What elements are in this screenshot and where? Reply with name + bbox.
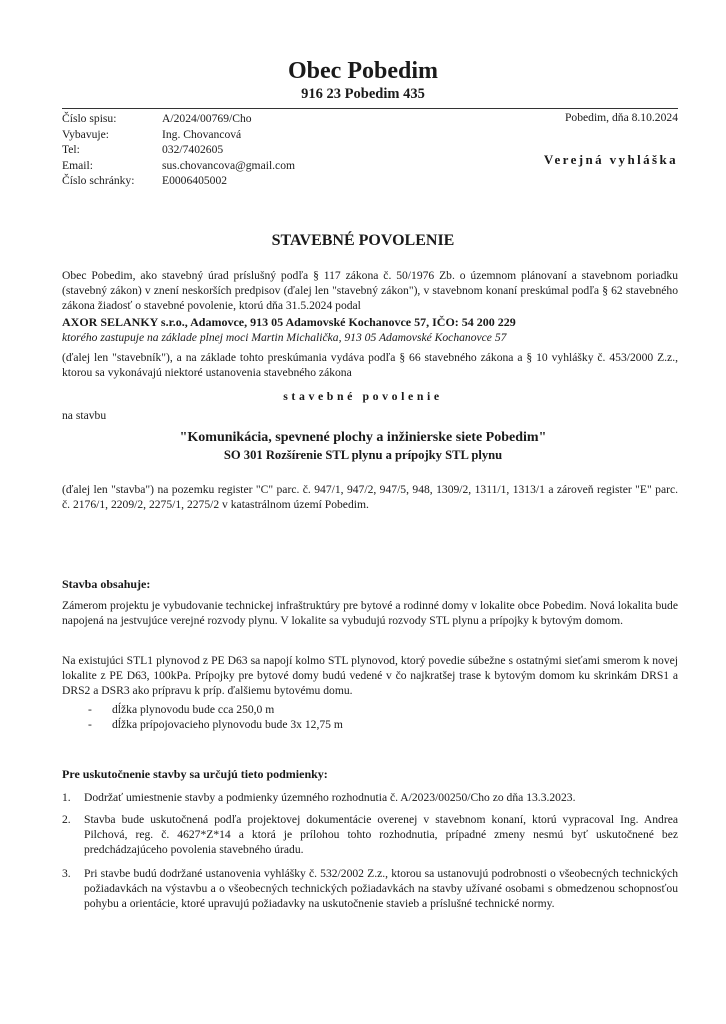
condition-item [62,812,678,857]
condition-text: Pri stavbe budú dodržané ustanovenia vyhlášky č. 532/2002 Z.z., ktorou sa ustanovujú podrobnosti o všeobecných technických požiadavkách na výstavbu a o všeobecných technických požiadavkách na stavby užívané osobami s obmedzenou schopnosťou pohybu a orientácie, ktoré upravujú požiadavky na uskutočnenie stavieb a príslušné technické normy. [84,867,678,910]
meta-value: E0006405002 [162,174,228,187]
meta-value: sus.chovancova@gmail.com [162,158,296,172]
contents-paragraph-2: Na existujúci STL1 plynovod z PE D63 sa napojí kolmo STL plynovod, ktorý povedie súbežne s ostatnými sieťami smerom k novej lokalite z PE D63, 100kPa. Prípojky pre bytové domy budú vedené v čo najkratšej trase k bytovým domom ku skrinkám DRS1 a DRS2 a DSR3 ako prípravu k príp. ďalšiemu bytovému domu. [62,654,678,697]
intro-paragraph: Obec Pobedim, ako stavebný úrad príslušný podľa § 117 zákona č. 50/1976 Zb. o územnom plánovaní a stavebnom poriadku (stavebný zákon) v znení neskorších predpisov (ďalej len "stavebný zákon"), v stavebnom konaní preskúmal podľa § 62 stavebného zákona žiadosť o stavebné povolenie, ktorú dňa 31.5.2024 podal [62,269,678,312]
contents-paragraph-1: Zámerom projektu je vybudovanie technickej infraštruktúry pre bytové a rodinné domy v lokalite obce Pobedim. Nová lokalita bude napojená na jestvujúce verejné rozvody plynu. V lokalite sa vybudujú rozvody STL plynu a prípojky k bytovým domom. [62,599,678,627]
condition-item [62,790,678,805]
document-title: STAVEBNÉ POVOLENIE [271,232,455,249]
condition-text: Stavba bude uskutočnená podľa projektovej dokumentácie overenej v stavebnom konaní, ktorú vypracoval Ing. Andrea Pilchová, reg. č. 4627*Z*14 a ktorá je prílohou tohto rozhodnutia, prípadné zmeny nesmú byť uskutočnené bez predchádzajúceho povolenia stavebného úradu. [84,813,678,856]
applicant-name: AXOR SELANKY s.r.o., Adamovce, 913 05 Adamovské Kochanovce 57, IČO: 54 200 229 [62,315,516,329]
list-item: - dĺžka plynovodu bude cca 250,0 m [88,703,275,716]
contents-list [88,702,343,732]
construction-name: "Komunikácia, spevnené plochy a inžinierske siete Pobedim" [179,430,547,445]
list-item: - dĺžka prípojovacieho plynovodu bude 3x 12,75 m [88,718,343,731]
meta-value: Ing. Chovancová [162,127,242,141]
conditions-heading: Pre uskutočnenie stavby sa určujú tieto podmienky: [62,767,328,781]
condition-text: Dodržať umiestnenie stavby a podmienky územného rozhodnutia č. A/2023/00250/Cho zo dňa 13.3.2023. [84,791,576,804]
meta-label: Číslo spisu: [62,112,117,125]
meta-label: Číslo schránky: [62,174,135,187]
meta-row-file-number [62,111,295,127]
meta-row-email [62,158,295,174]
issue-date: Pobedim, dňa 8.10.2024 [564,111,678,124]
applicant-representative: ktorého zastupuje na základe plnej moci Martin Michalička, 913 05 Adamovské Kochanovce 57 [62,331,507,344]
header-divider [62,108,678,109]
decision-label: stavebné povolenie [283,389,443,403]
notice-type: Verejná vyhláška [543,152,678,167]
plots-paragraph: (ďalej len "stavba") na pozemku register "C" parc. č. 947/1, 947/2, 947/5, 948, 1309/2, 1311/1, 1313/1 a zároveň register "E" parc. č. 2176/1, 2209/2, 2275/1, 2275/2 v katastrálnom území Pobedim. [62,483,678,511]
meta-value: A/2024/00769/Cho [162,112,252,125]
condition-item [62,866,678,911]
meta-label: Tel: [62,143,80,156]
for-construction-label: na stavbu [62,409,107,422]
meta-row-mailbox [62,173,295,189]
contents-heading: Stavba obsahuje: [62,577,151,591]
meta-label: Vybavuje: [62,127,110,141]
condition-number: 3. [62,867,71,880]
file-metadata [62,111,295,189]
meta-row-handler [62,127,295,143]
dash-bullet: - [88,718,92,731]
condition-number: 2. [62,813,71,826]
dash-bullet: - [88,703,92,716]
issue-paragraph: (ďalej len "stavebník"), a na základe tohto preskúmania vydáva podľa § 66 stavebného zákona a § 10 vyhlášky č. 453/2000 Z.z., ktorou sa vykonávajú niektoré ustanovenia stavebného zákona [62,351,678,379]
condition-number: 1. [62,791,71,804]
meta-row-phone [62,142,295,158]
meta-value: 032/7402605 [162,143,224,156]
construction-object: SO 301 Rozšírenie STL plynu a prípojky STL plynu [223,448,503,462]
meta-label: Email: [62,158,93,172]
municipality-address: 916 23 Pobedim 435 [301,86,425,102]
municipality-title: Obec Pobedim [288,58,438,84]
